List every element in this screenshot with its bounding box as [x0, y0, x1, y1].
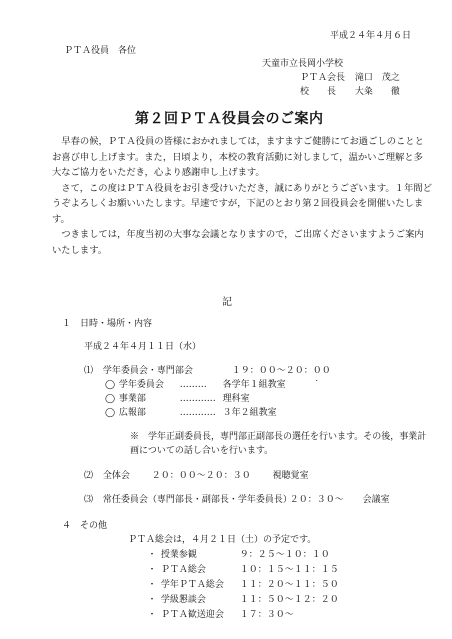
- document-date: 平成２４年４月６日: [330, 31, 412, 41]
- schedule-name: 学年ＰＴＡ総会: [160, 580, 224, 590]
- ki-mark: 記: [222, 297, 232, 308]
- row-bullet: ◯: [104, 380, 116, 390]
- item-1-line: [84, 365, 331, 377]
- section-4-intro: ＰＴＡ総会は，４月２１日（土）の予定です。: [128, 535, 317, 545]
- body-text: [52, 134, 432, 258]
- sender-pta-title: ＰＴＡ会長: [300, 73, 346, 83]
- item-1-label: 学年委員会・専門部会: [102, 366, 193, 376]
- item-2-line: [84, 470, 309, 482]
- item-1-time: １９：００〜２０：００: [231, 366, 331, 376]
- row-place: 理科室: [222, 394, 250, 404]
- section-1-heading: １ 日時・場所・内容: [62, 319, 153, 329]
- schedule-item: [146, 549, 330, 561]
- committee-row: [104, 379, 319, 391]
- schedule-item: [146, 594, 339, 606]
- row-mark: ˙: [314, 380, 320, 390]
- schedule-item: [146, 579, 339, 591]
- schedule-bullet: ・: [147, 550, 157, 560]
- row-name: 事業部: [118, 394, 146, 404]
- schedule-name: 授業参観: [160, 550, 197, 560]
- row-bullet: ◯: [104, 394, 116, 404]
- schedule-time: １０：１５〜１１：１５: [239, 565, 339, 575]
- meeting-date: 平成２４年４月１１日（水）: [84, 342, 202, 352]
- row-place: ３年２組教室: [222, 408, 277, 418]
- schedule-bullet: ・: [147, 580, 157, 590]
- item-3-number: ⑶: [84, 495, 94, 505]
- schedule-bullet: ・: [147, 595, 157, 605]
- item-3-label: 常任委員会（専門部長・副部長・学年委員長）: [102, 495, 292, 505]
- row-name: 学年委員会: [118, 380, 164, 390]
- schedule-item: [146, 609, 294, 621]
- schedule-name: ＰＴＡ歓送迎会: [160, 610, 224, 620]
- sender-pta-name: 滝口 茂之: [354, 73, 400, 83]
- body-paragraph-2: さて，この度はＰＴＡ役員をお引き受けいただき，誠にありがとうございます。１年間どうぞよろしくお願いいたします。早速ですが，下記のとおり第２回役員会を開催いたします。: [52, 182, 432, 225]
- schedule-time: １１：２０〜１１：５０: [239, 580, 339, 590]
- row-bullet: ◯: [104, 408, 116, 418]
- item-2-number: ⑵: [84, 471, 94, 481]
- item-3-time: ２０：３０〜: [289, 495, 344, 505]
- schedule-name: ＰＴＡ総会: [160, 565, 206, 575]
- row-name: 広報部: [118, 408, 146, 418]
- committee-row: [104, 393, 250, 405]
- sender-principal-name: 大粂 徹: [354, 87, 400, 97]
- section-4-heading: ４ その他: [62, 521, 108, 531]
- body-paragraph-1: 早春の候，ＰＴＡ役員の皆様におかれましては，ますますご健勝にてお過ごしのこととお喜び申し上げます。また，日頃より，本校の教育活動に対しまして，温かいご理解と多大なご協力をいただき，心より感謝申し上げます。: [52, 136, 424, 178]
- schedule-bullet: ・: [147, 610, 157, 620]
- recipient-line: ＰＴＡ役員 各位: [64, 46, 137, 56]
- sender-pta-president: [300, 72, 400, 84]
- sender-principal: [300, 86, 400, 98]
- item-1-note: ※ 学年正副委員長，専門部正副部長の選任を行います。その後，事業計画についての話し合いを行います。: [130, 432, 427, 456]
- school-name: 天童市立長岡小学校: [262, 59, 344, 69]
- schedule-time: ９：２５〜１０：１０: [239, 550, 330, 560]
- row-leader: ………: [179, 380, 207, 390]
- page-title: 第２回ＰＴＡ役員会のご案内: [135, 111, 324, 127]
- schedule-bullet: ・: [147, 565, 157, 575]
- item-1-number: ⑴: [84, 366, 94, 376]
- body-paragraph-3: つきましては，年度当初の大事な会議となりますので，ご出席くださいますようご案内いたします。: [52, 229, 424, 256]
- schedule-time: １７：３０〜: [239, 610, 294, 620]
- item-2-time: ２０：００〜２０：３０: [151, 471, 251, 481]
- item-2-place: 視聴覚室: [272, 471, 309, 481]
- item-3-place: 会議室: [362, 495, 390, 505]
- sender-principal-title: 校 長: [300, 87, 337, 97]
- row-place: 各学年１組教室: [222, 380, 286, 390]
- item-2-label: 全体会: [102, 471, 130, 481]
- row-leader: …………: [179, 394, 216, 404]
- row-leader: …………: [179, 408, 216, 418]
- schedule-time: １１：５０〜１２：２０: [239, 595, 339, 605]
- schedule-name: 学級懇談会: [160, 595, 206, 605]
- committee-row: [104, 407, 277, 419]
- schedule-item: [146, 564, 339, 576]
- item-3-line: [84, 494, 390, 506]
